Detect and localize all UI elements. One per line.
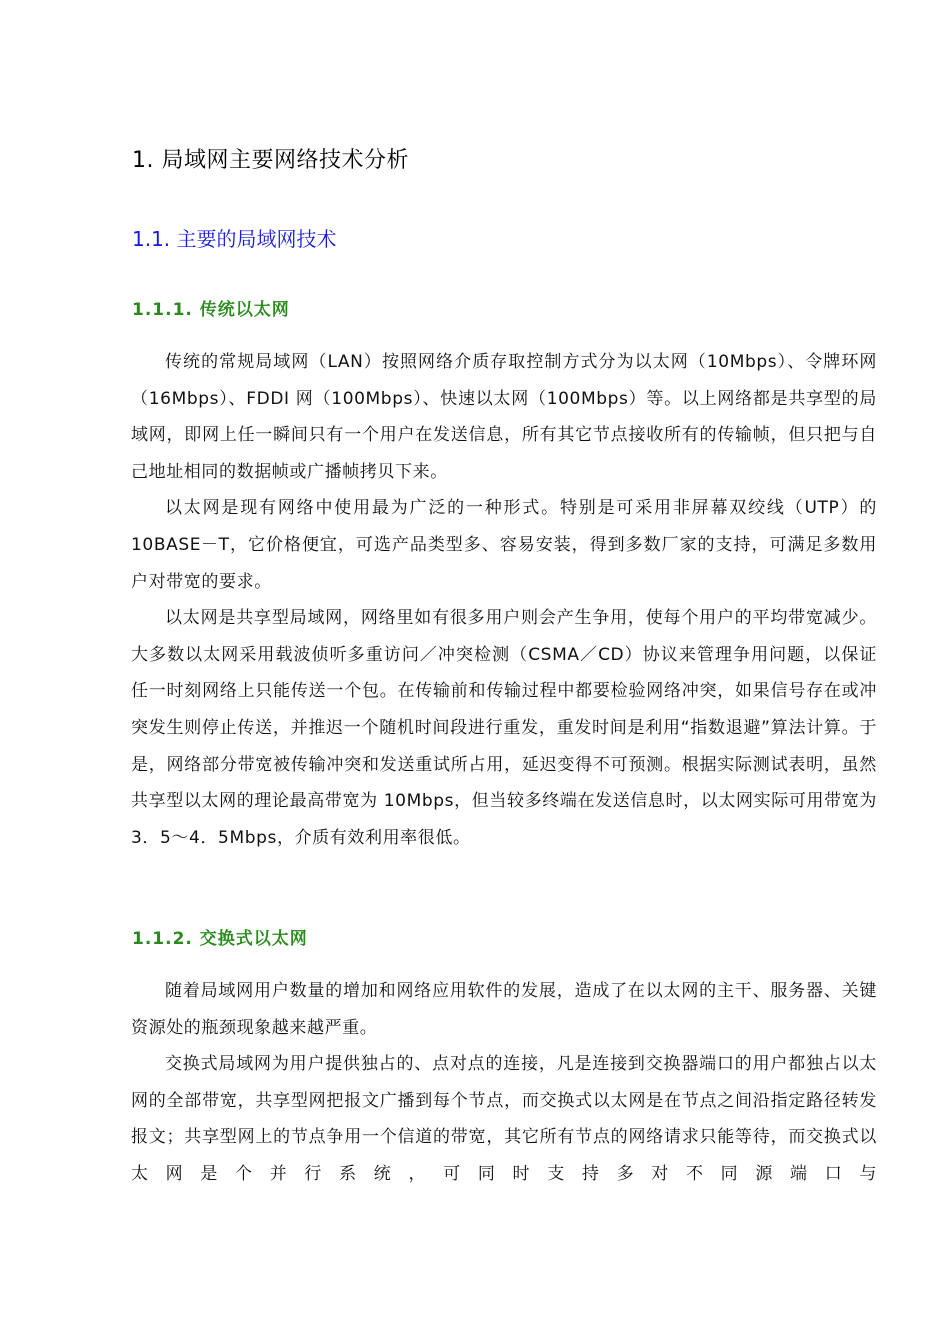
chapter-heading: 1. 局域网主要网络技术分析 xyxy=(132,148,409,173)
paragraph: 交换式局域网为用户提供独占的、点对点的连接，凡是连接到交换器端口的用户都独占以太网的全部带宽，共享型网把报文广播到每个节点，而交换式以太网是在节点之间沿指定路径转发报文；共享型网上的节点争用一个信道的带宽，其它所有节点的网络请求只能等待，而交换式以太网是个并行系统，可同时支持多对不同源端口与 xyxy=(131,1054,877,1184)
paragraph: 随着局域网用户数量的增加和网络应用软件的发展，造成了在以太网的主干、服务器、关键资源处的瓶颈现象越来越严重。 xyxy=(131,981,877,1038)
paragraph: 以太网是现有网络中使用最为广泛的一种形式。特别是可采用非屏幕双绞线（UTP）的 10BASE－T，它价格便宜，可选产品类型多、容易安装，得到多数厂家的支持，可满足多数用户对带宽的要求。 xyxy=(131,498,877,592)
section-heading: 1.1. 主要的局域网技术 xyxy=(132,227,337,251)
subsection-heading-switched-ethernet: 1.1.2. 交换式以太网 xyxy=(132,929,308,949)
paragraph: 以太网是共享型局域网，网络里如有很多用户则会产生争用，使每个用户的平均带宽减少。大多数以太网采用载波侦听多重访问／冲突检测（CSMA／CD）协议来管理争用问题，以保证任一时刻网络上只能传送一个包。在传输前和传输过程中都要检验网络冲突，如果信号存在或冲突发生则停止传送，并推迟一个随机时间段进行重发，重发时间是利用“指数退避”算法计算。于是，网络部分带宽被传输冲突和发送重试所占用，延迟变得不可预测。根据实际测试表明，虽然共享型以太网的理论最高带宽为 10Mbps，但当较多终端在发送信息时，以太网实际可用带宽为 3．5～4．5Mbps，介质有效利用率很低。 xyxy=(131,608,877,848)
section-body-switched-ethernet xyxy=(131,973,877,1193)
subsection-heading-traditional-ethernet: 1.1.1. 传统以太网 xyxy=(132,300,290,320)
section-body-traditional-ethernet xyxy=(131,344,877,856)
paragraph: 传统的常规局域网（LAN）按照网络介质存取控制方式分为以太网（10Mbps）、令牌环网（16Mbps）、FDDI 网（100Mbps）、快速以太网（100Mbps）等。以上网络都是共享型的局域网，即网上任一瞬间只有一个用户在发送信息，所有其它节点接收所有的传输帧，但只把与自己地址相同的数据帧或广播帧拷贝下来。 xyxy=(131,352,877,482)
